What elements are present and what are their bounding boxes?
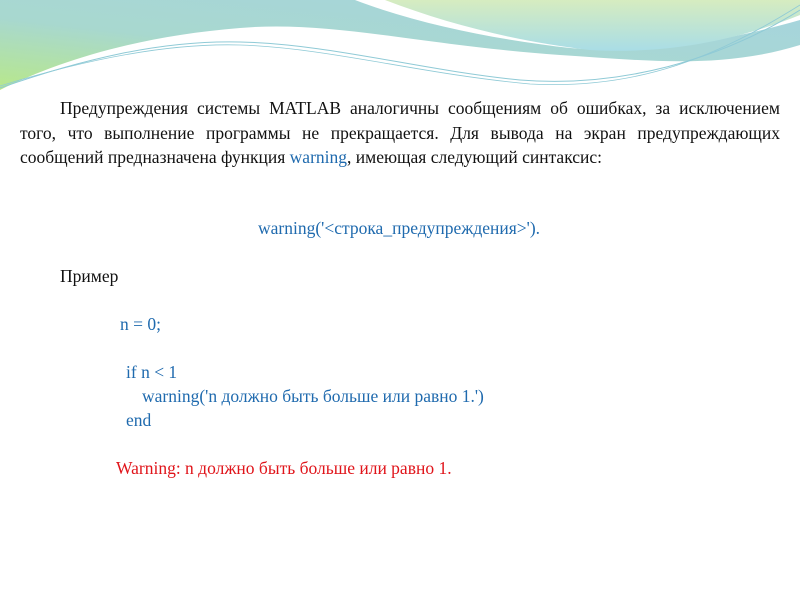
example-heading: Пример <box>60 266 119 286</box>
code-line: if n < 1 <box>126 362 178 382</box>
header-wave-decoration <box>0 0 800 100</box>
code-line: warning('n должно быть больше или равно 1.') <box>142 386 484 406</box>
intro-text-end: , имеющая следующий синтаксис: <box>347 147 603 167</box>
code-line: end <box>126 410 152 430</box>
intro-paragraph <box>20 96 780 170</box>
intro-text: Предупреждения системы MATLAB аналогичны сообщениям об ошибках, за исключением того, что выполнение программы не прекращается. Для вывода на экран предупреждающих сообщений предназначена функция <box>20 98 780 167</box>
syntax-line: warning('<строка_предупреждения>'). <box>258 218 541 238</box>
code-line: n = 0; <box>120 314 161 334</box>
warning-keyword: warning <box>289 147 348 167</box>
warning-output: Warning: n должно быть больше или равно 1. <box>116 458 452 478</box>
